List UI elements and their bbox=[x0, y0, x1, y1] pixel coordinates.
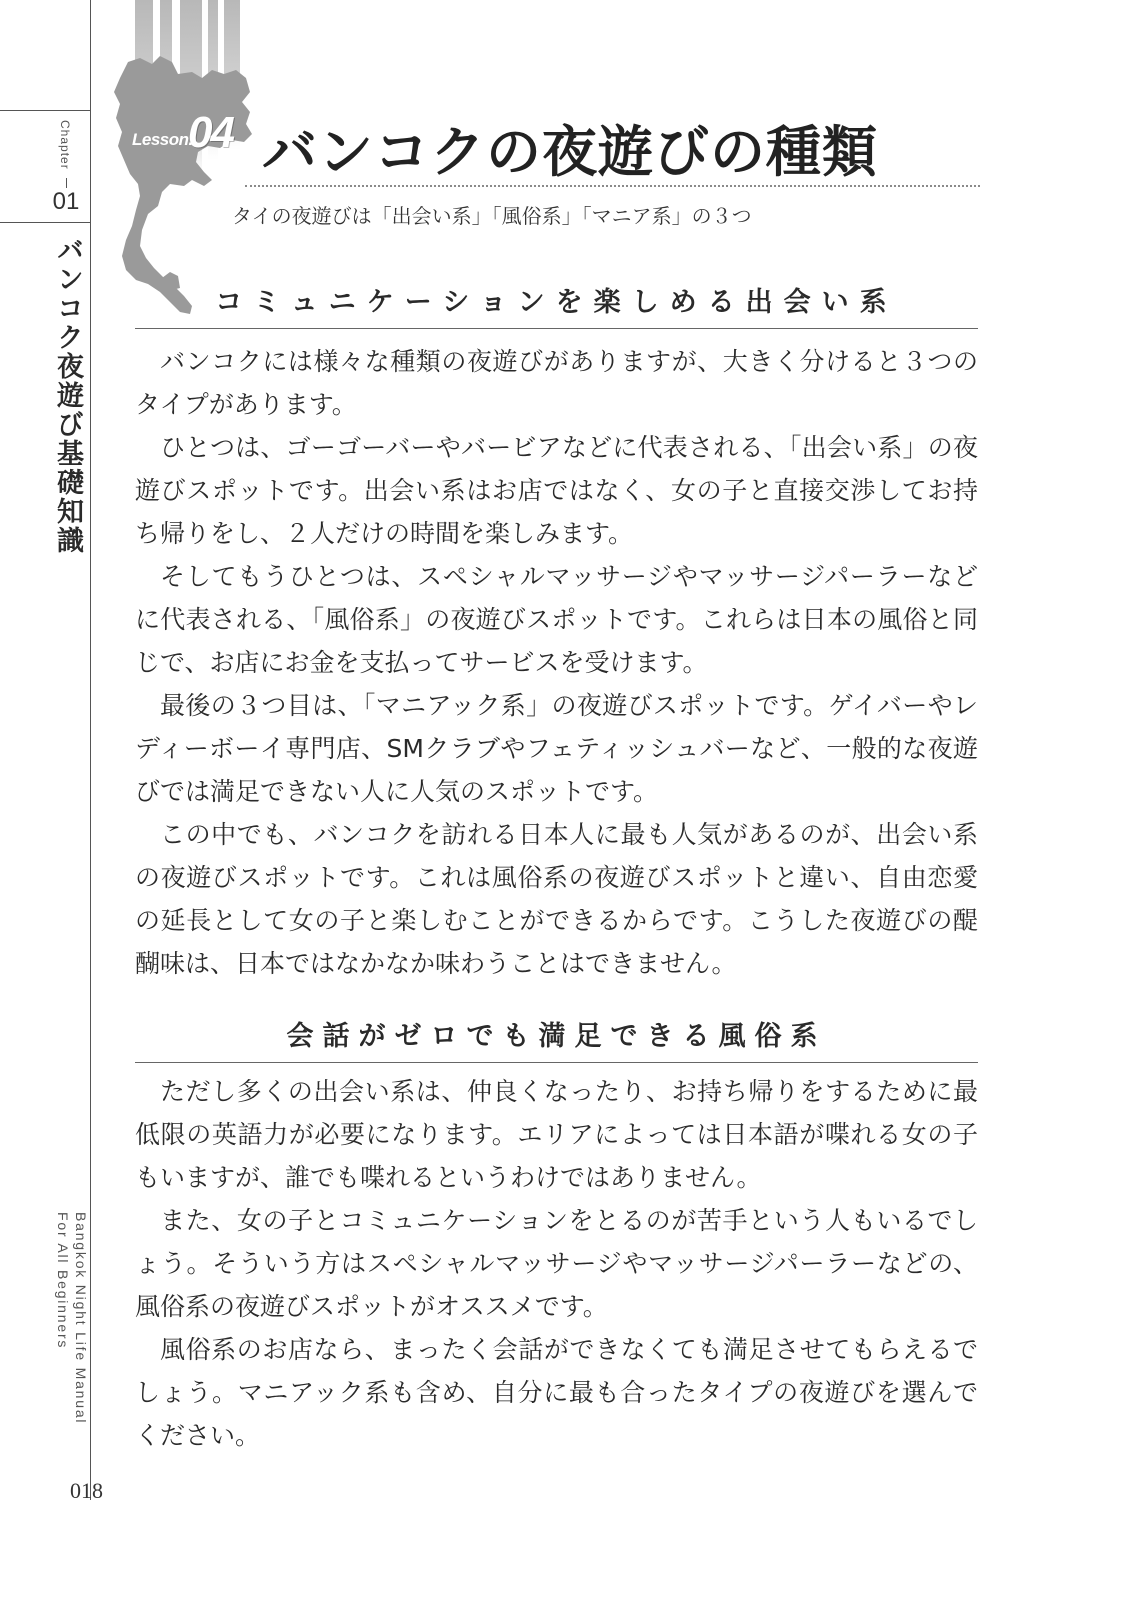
paragraph: 風俗系のお店なら、まったく会話ができなくても満足させてもらえるでしょう。マニアック系も含め、自分に最も合ったタイプの夜遊びを選んでください。 bbox=[135, 1335, 978, 1450]
title-dotted-rule bbox=[245, 185, 980, 187]
chapter-label: Chapter bbox=[58, 120, 72, 170]
paragraph: ひとつは、ゴーゴーバーやバービアなどに代表される、「出会い系」の夜遊びスポットです。出会い系はお店ではなく、女の子と直接交渉してお持ち帰りをし、２人だけの時間を楽しみます。 bbox=[135, 433, 978, 548]
paragraph: また、女の子とコミュニケーションをとるのが苦手という人もいるでしょう。そういう方はスペシャルマッサージやマッサージパーラーなどの、風俗系の夜遊びスポットがオススメです。 bbox=[135, 1206, 978, 1321]
paragraph: そしてもうひとつは、スペシャルマッサージやマッサージパーラーなどに代表される、「風俗系」の夜遊びスポットです。これらは日本の風俗と同じで、お店にお金を支払ってサービスを受けます。 bbox=[135, 562, 978, 677]
book-title-line-2: For All Beginners bbox=[55, 1212, 71, 1350]
paragraph: バンコクには様々な種類の夜遊びがありますが、大きく分けると３つのタイプがあります。 bbox=[135, 347, 978, 419]
paragraph: 最後の３つ目は、「マニアック系」の夜遊びスポットです。ゲイバーやレディーボーイ専門店、SMクラブやフェティッシュバーなど、一般的な夜遊びでは満足できない人に人気のスポットです。 bbox=[135, 691, 978, 806]
book-title-english bbox=[50, 1212, 90, 1452]
chapter-title: バンコク夜遊び基礎知識 bbox=[52, 236, 83, 555]
sidebar-rule-bottom bbox=[0, 222, 91, 223]
section-heading: 会話がゼロでも満足できる風俗系 bbox=[286, 1021, 827, 1052]
sidebar-divider bbox=[90, 0, 91, 1500]
sidebar-rule-top bbox=[0, 110, 91, 111]
book-title-line-1: Bangkok Night Life Manual bbox=[73, 1212, 89, 1425]
page-subtitle: タイの夜遊びは「出会い系」「風俗系」「マニア系」の３つ bbox=[232, 204, 752, 228]
chapter-number: 01 bbox=[52, 188, 80, 215]
lesson-label: Lesson. bbox=[132, 130, 193, 149]
thailand-map-silhouette bbox=[114, 56, 252, 314]
chapter-tick bbox=[66, 178, 67, 188]
section-rule bbox=[135, 1062, 978, 1063]
page-number: 018 bbox=[70, 1478, 103, 1503]
paragraph: この中でも、バンコクを訪れる日本人に最も人気があるのが、出会い系の夜遊びスポットです。これは風俗系の夜遊びスポットと違い、自由恋愛の延長として女の子と楽しむことができるからです。こうした夜遊びの醍醐味は、日本ではなかなか味わうことはできません。 bbox=[135, 820, 978, 978]
lesson-number: 04 bbox=[188, 108, 233, 157]
section-rule bbox=[135, 328, 978, 329]
section-heading: コミュニケーションを楽しめる出会い系 bbox=[215, 287, 898, 318]
page-title: バンコクの夜遊びの種類 bbox=[262, 120, 879, 184]
paragraph: ただし多くの出会い系は、仲良くなったり、お持ち帰りをするために最低限の英語力が必要になります。エリアによっては日本語が喋れる女の子もいますが、誰でも喋れるというわけではありません。 bbox=[135, 1077, 978, 1192]
